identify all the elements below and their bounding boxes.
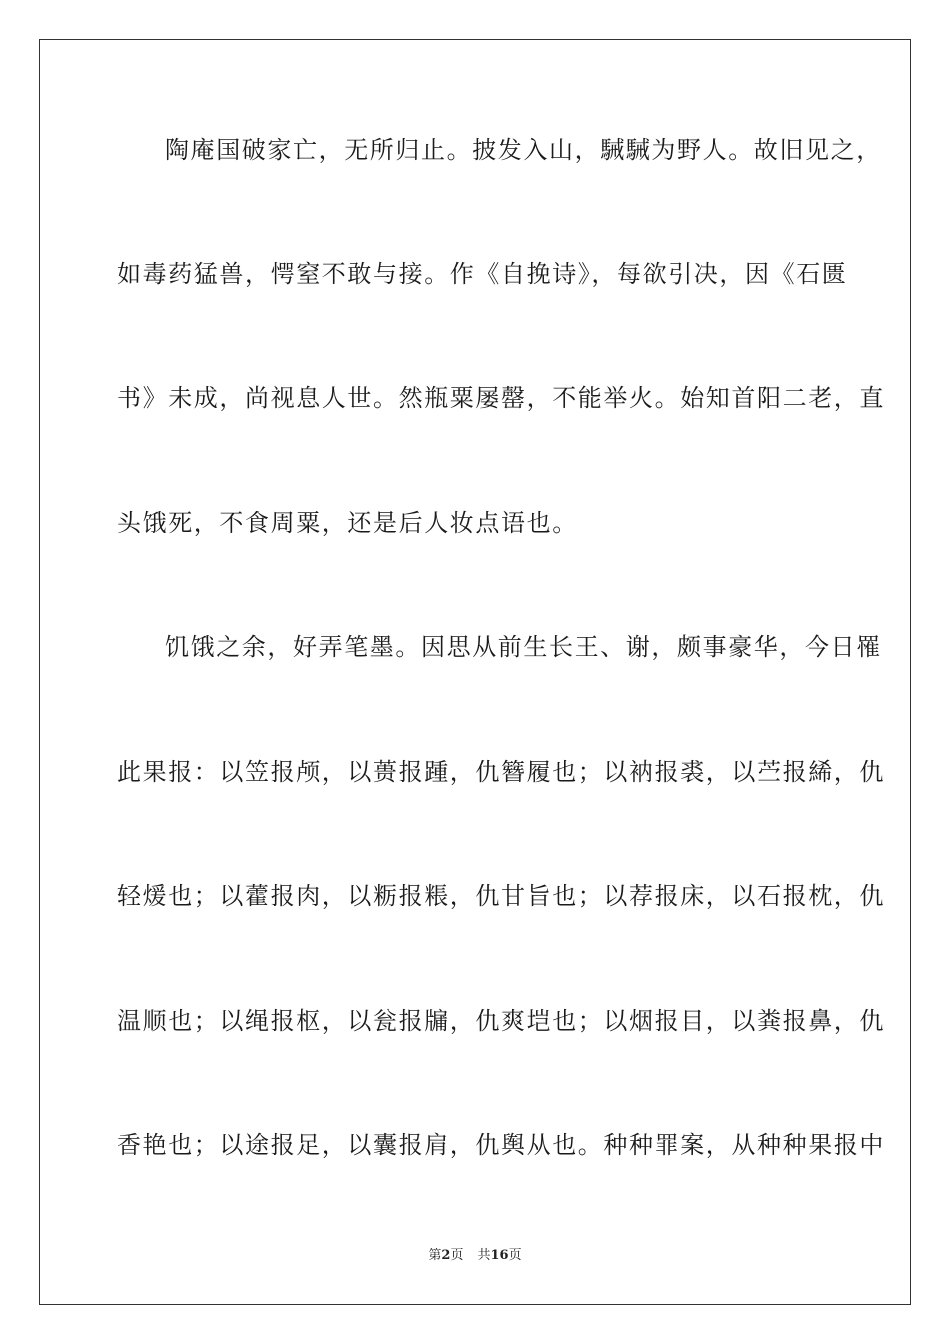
paragraph-2-line-4: 温顺也；以绳报枢，以瓮报牖，仇爽垲也；以烟报目，以粪报鼻，仇: [117, 1007, 885, 1035]
paragraph-2-line-3: 轻煖也；以藿报肉，以粝报粻，仇甘旨也；以荐报床，以石报枕，仇: [117, 882, 885, 910]
page-number: 2: [441, 1248, 451, 1263]
page-footer: [0, 1248, 950, 1264]
paragraph-2-line-5: 香艳也；以途报足，以囊报肩，仇舆从也。种种罪案，从种种果报中: [117, 1131, 885, 1159]
paragraph-1-line-1: 陶庵国破家亡，无所归止。披发入山，駴駴为野人。故旧见之，: [165, 136, 882, 164]
total-pages: 16: [490, 1248, 509, 1263]
paragraph-1-line-2: 如毒药猛兽，愕窒不敢与接。作《自挽诗》，每欲引决，因《石匮: [117, 260, 848, 288]
paragraph-2-line-2: 此果报：以笠报颅，以蒉报踵，仇簪履也；以衲报裘，以苎报絺，仇: [117, 758, 885, 786]
paragraph-1-line-4: 头饿死，不食周粟，还是后人妆点语也。: [117, 509, 578, 537]
total-suffix: 页: [508, 1248, 522, 1263]
paragraph-1-line-3: 书》未成，尚视息人世。然瓶粟屡罄，不能举火。始知首阳二老，直: [117, 384, 885, 412]
paragraph-2-line-1: 饥饿之余，好弄笔墨。因思从前生长王、谢，颇事豪华，今日罹: [165, 633, 882, 661]
page-suffix: 页: [450, 1248, 464, 1263]
total-prefix: 共: [477, 1248, 491, 1263]
page-border: [39, 39, 911, 1305]
page-prefix: 第: [428, 1248, 442, 1263]
